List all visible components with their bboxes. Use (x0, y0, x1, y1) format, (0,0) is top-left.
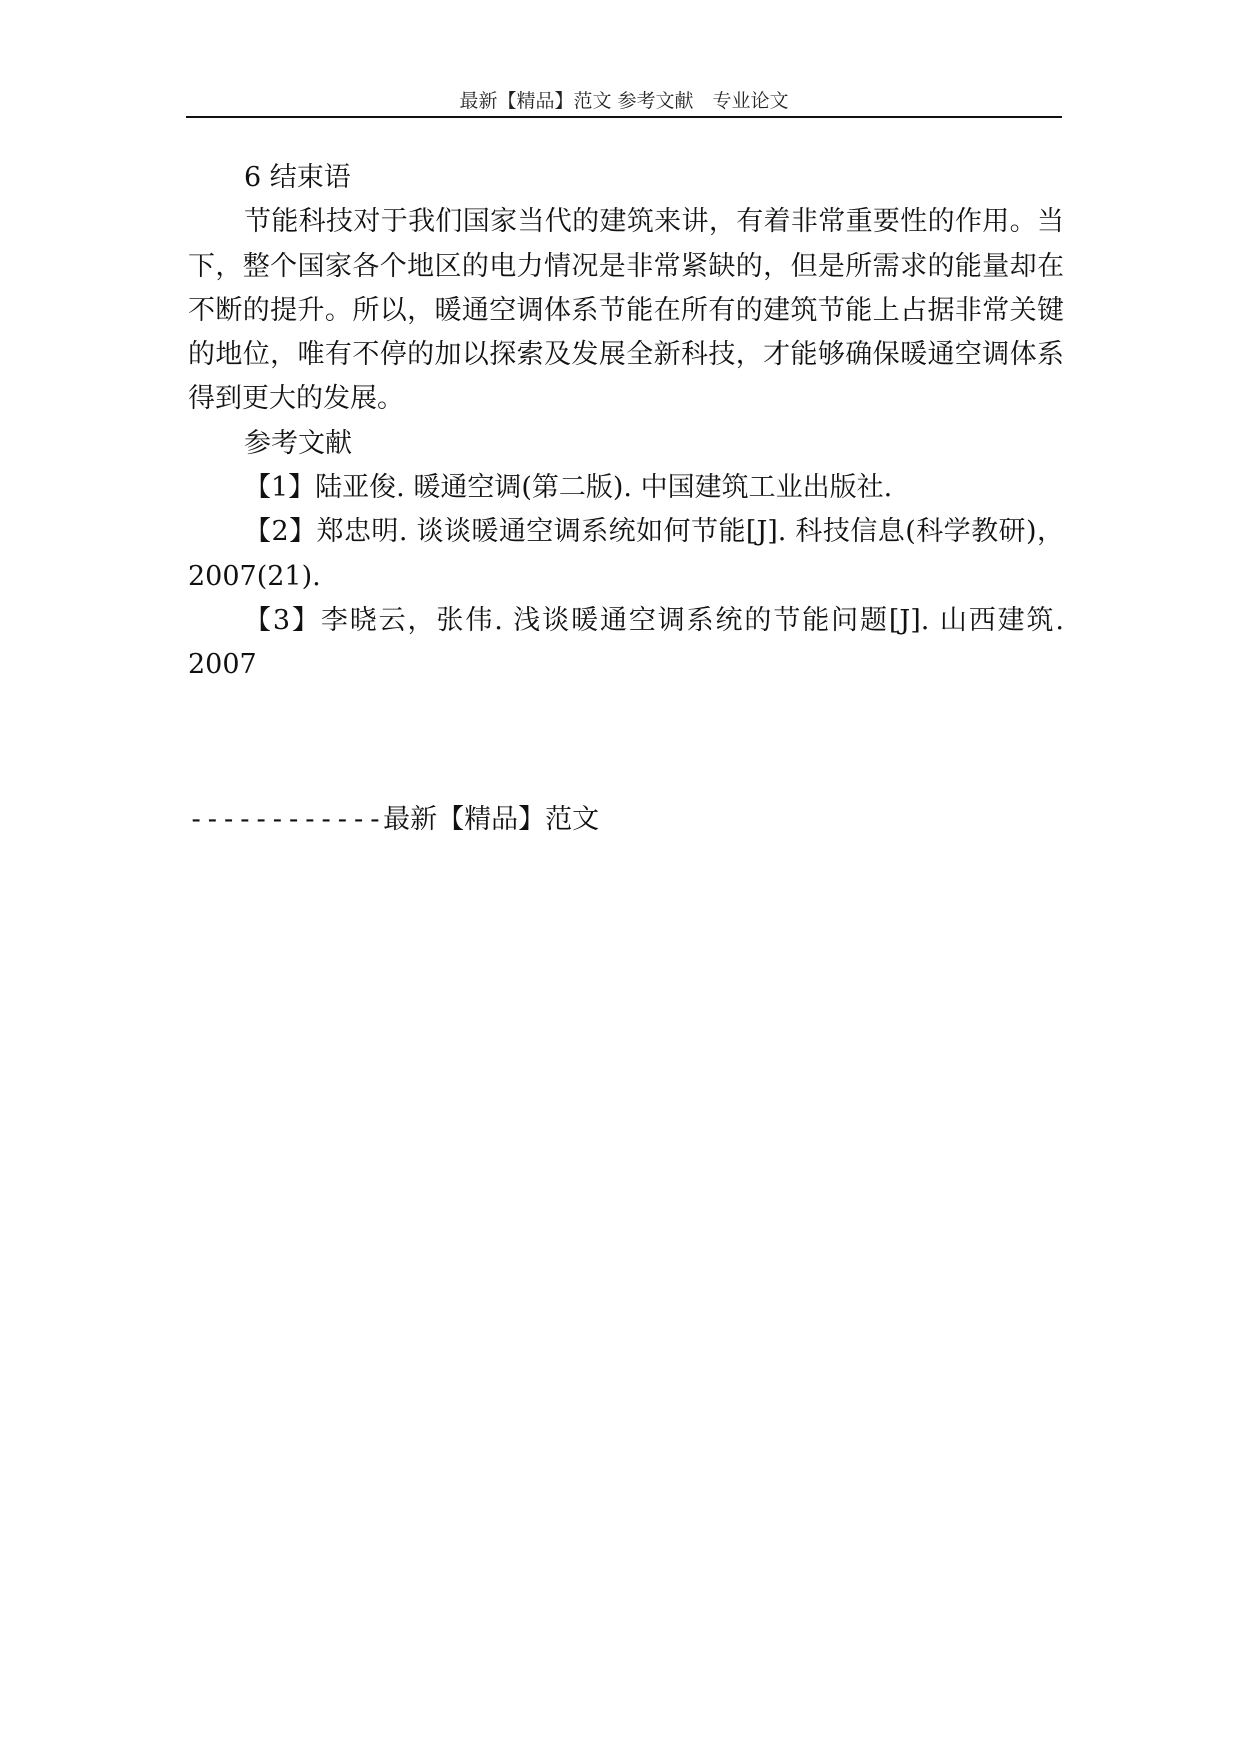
footer-dashes: ------------ (188, 804, 384, 835)
reference-item-3: 【3】李晓云，张伟. 浅谈暖通空调系统的节能问题[J]. 山西建筑. 2007 (188, 604, 1064, 681)
section-heading: 6 结束语 (244, 162, 351, 193)
reference-item-1: 【1】陆亚俊. 暖通空调(第二版). 中国建筑工业出版社. (244, 472, 893, 504)
document-body (188, 156, 1064, 688)
references-heading: 参考文献 (244, 427, 352, 459)
page-header: 最新【精品】范文 参考文献 专业论文 (186, 86, 1062, 118)
reference-item-2: 【2】郑忠明. 谈谈暖通空调系统如何节能[J]. 科技信息(科学教研)，2007(21). (188, 516, 1064, 592)
conclusion-paragraph: 节能科技对于我们国家当代的建筑来讲，有着非常重要性的作用。当下，整个国家各个地区的电力情况是非常紧缺的，但是所需求的能量却在不断的提升。所以，暖通空调体系节能在所有的建筑节能上占据非常关键的地位，唯有不停的加以探索及发展全新科技，才能够确保暖通空调体系得到更大的发展。 (188, 206, 1064, 415)
footer-line (188, 798, 599, 842)
footer-text: 最新【精品】范文 (383, 804, 600, 835)
